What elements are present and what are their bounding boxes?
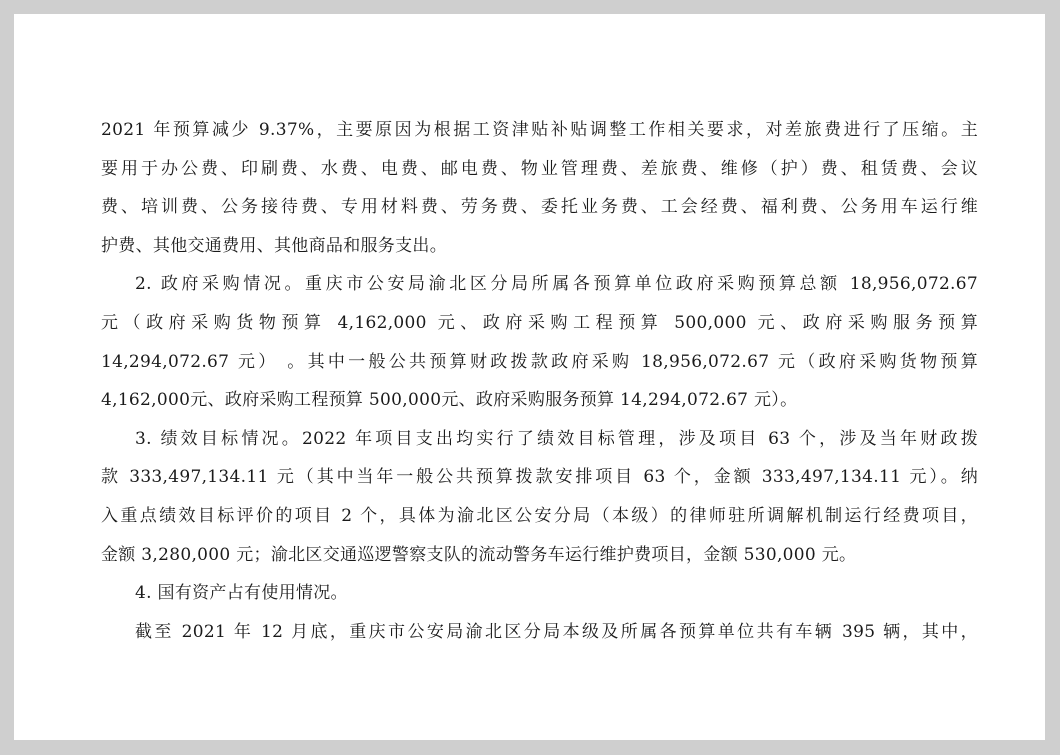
document-body	[101, 111, 978, 651]
text-line: 4. 国有资产占有使用情况。	[135, 583, 348, 604]
text-line: 护费、其他交通费用、其他商品和服务支出。	[101, 235, 447, 256]
text-line: 截至 2021 年 12 月底，重庆市公安局渝北区分局本级及所属各预算单位共有车辆 395 辆，其中，	[135, 621, 978, 642]
text-line: 3. 绩效目标情况。2022 年项目支出均实行了绩效目标管理，涉及项目 63 个，涉及当年财政拨	[135, 428, 978, 449]
text-line: 4,162,000元、政府采购工程预算 500,000元、政府采购服务预算 14,294,072.67 元）。	[101, 390, 798, 411]
text-line: 2. 政府采购情况。重庆市公安局渝北区分局所属各预算单位政府采购预算总额 18,956,072.67	[135, 274, 978, 295]
text-line: 要用于办公费、印刷费、水费、电费、邮电费、物业管理费、差旅费、维修（护）费、租赁费、会议	[101, 158, 978, 179]
text-line: 费、培训费、公务接待费、专用材料费、劳务费、委托业务费、工会经费、福利费、公务用车运行维	[101, 197, 978, 218]
text-line: 金额 3,280,000 元；渝北区交通巡逻警察支队的流动警务车运行维护费项目，金额 530,000 元。	[101, 544, 857, 565]
text-line: 14,294,072.67 元） 。其中一般公共预算财政拨款政府采购 18,956,072.67 元（政府采购货物预算	[101, 351, 978, 372]
text-line: 2021 年预算减少 9.37%，主要原因为根据工资津贴补贴调整工作相关要求，对差旅费进行了压缩。主	[101, 120, 978, 140]
text-line: 元（政府采购货物预算 4,162,000 元、政府采购工程预算 500,000 元、政府采购服务预算	[101, 312, 978, 333]
document-page	[14, 14, 1045, 740]
text-line: 入重点绩效目标评价的项目 2 个，具体为渝北区公安分局（本级）的律师驻所调解机制运行经费项目，	[101, 505, 978, 526]
text-line: 款 333,497,134.11 元（其中当年一般公共预算拨款安排项目 63 个，金额 333,497,134.11 元）。纳	[101, 467, 978, 488]
